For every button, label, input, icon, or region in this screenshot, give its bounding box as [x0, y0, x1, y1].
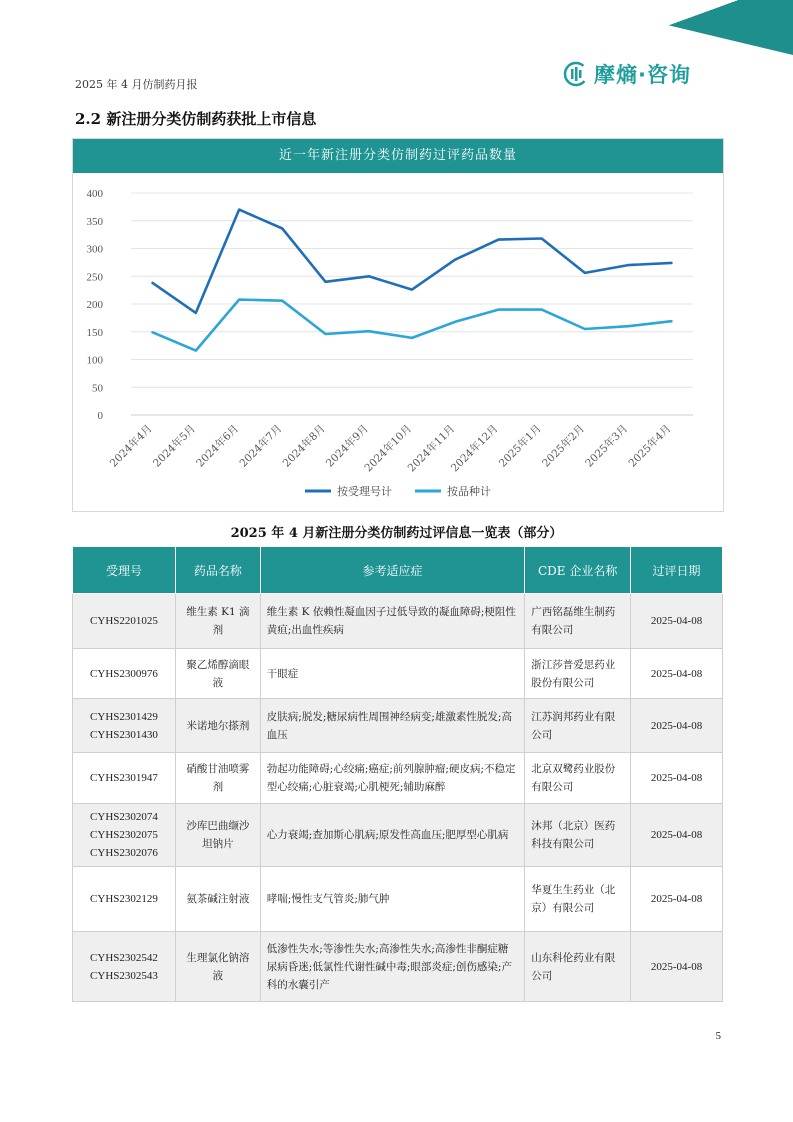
company-cell: 沐邦（北京）医药科技有限公司	[525, 804, 631, 867]
drug-name-cell: 生理氯化钠溶液	[175, 932, 260, 1002]
drug-name-cell: 米诺地尔搽剂	[175, 699, 260, 753]
x-tick-label: 2025年3月	[583, 422, 631, 470]
header-company: CDE 企业名称	[525, 547, 631, 594]
chart-plot	[73, 173, 723, 511]
x-tick-label: 2024年7月	[237, 422, 285, 470]
indication-cell: 干眼症	[260, 649, 524, 699]
table-row	[73, 753, 723, 804]
date-cell: 2025-04-08	[631, 649, 723, 699]
table-title: 2025 年 4 月新注册分类仿制药过评信息一览表（部分）	[230, 526, 563, 541]
indication-cell: 维生素 K 依赖性凝血因子过低导致的凝血障碍;梗阻性黄疸;出血性疾病	[260, 594, 524, 649]
company-cell: 江苏润邦药业有限公司	[525, 699, 631, 753]
y-tick-label: 0	[97, 410, 103, 422]
acceptance-no-cell: CYHS2301947	[73, 753, 176, 804]
table-row	[73, 594, 723, 649]
legend-label: 按品种计	[447, 485, 491, 498]
table-row	[73, 649, 723, 699]
page-number: 5	[715, 1030, 721, 1042]
chart-title: 近一年新注册分类仿制药过评药品数量	[73, 139, 723, 173]
x-tick-label: 2024年10月	[362, 422, 415, 475]
drug-name-cell: 硝酸甘油喷雾剂	[175, 753, 260, 804]
header-indication: 参考适应症	[260, 547, 524, 594]
x-tick-label: 2024年9月	[323, 422, 371, 470]
y-tick-label: 200	[86, 299, 103, 311]
section-title: 2.2 新注册分类仿制药获批上市信息	[75, 110, 317, 128]
company-cell: 山东科伦药业有限公司	[525, 932, 631, 1002]
drug-name-cell: 沙库巴曲缬沙坦钠片	[175, 804, 260, 867]
date-cell: 2025-04-08	[631, 867, 723, 932]
report-title: 2025 年 4 月仿制药月报	[75, 78, 198, 91]
table-header-row	[73, 547, 723, 594]
company-cell: 华夏生生药业（北京）有限公司	[525, 867, 631, 932]
acceptance-no-cell: CYHS2201025	[73, 594, 176, 649]
acceptance-no-cell: CYHS2301429 CYHS2301430	[73, 699, 176, 753]
company-cell: 北京双鹭药业股份有限公司	[525, 753, 631, 804]
indication-cell: 哮喘;慢性支气管炎;肺气肿	[260, 867, 524, 932]
drug-name-cell: 维生素 K1 滴剂	[175, 594, 260, 649]
y-tick-label: 250	[86, 271, 103, 284]
date-cell: 2025-04-08	[631, 932, 723, 1002]
x-tick-label: 2025年4月	[626, 422, 674, 470]
x-tick-label: 2024年11月	[405, 422, 458, 475]
table-row	[73, 867, 723, 932]
drug-table	[72, 546, 723, 1002]
acceptance-no-cell: CYHS2300976	[73, 649, 176, 699]
corner-decoration	[563, 0, 793, 55]
date-cell: 2025-04-08	[631, 804, 723, 867]
table-row	[73, 699, 723, 753]
date-cell: 2025-04-08	[631, 699, 723, 753]
header-acceptance-no: 受理号	[73, 547, 176, 594]
indication-cell: 心力衰竭;查加斯心肌病;原发性高血压;肥厚型心肌病	[260, 804, 524, 867]
x-tick-label: 2025年1月	[496, 422, 544, 470]
header-approval-date: 过评日期	[631, 547, 723, 594]
date-cell: 2025-04-08	[631, 753, 723, 804]
indication-cell: 勃起功能障碍;心绞痛;癌症;前列腺肿瘤;硬皮病;不稳定型心绞痛;心脏衰竭;心肌梗死;辅助麻醉	[260, 753, 524, 804]
y-tick-label: 100	[86, 354, 103, 367]
x-tick-label: 2024年5月	[151, 422, 198, 470]
y-tick-label: 350	[86, 215, 103, 228]
brand-logo	[562, 58, 691, 90]
drug-name-cell: 聚乙烯醇滴眼液	[175, 649, 260, 699]
pharma-logo-icon	[562, 60, 590, 88]
series-line-by-acceptance-no	[153, 210, 672, 313]
date-cell: 2025-04-08	[631, 594, 723, 649]
x-tick-label: 2024年12月	[448, 422, 501, 475]
header-drug-name: 药品名称	[175, 547, 260, 594]
table-row	[73, 932, 723, 1002]
x-tick-label: 2024年8月	[280, 422, 328, 470]
legend-label: 按受理号计	[337, 485, 392, 498]
y-tick-label: 150	[86, 326, 103, 339]
logo-text: 摩熵·咨询	[594, 63, 691, 87]
company-cell: 浙江莎普爱思药业股份有限公司	[525, 649, 631, 699]
acceptance-no-cell: CYHS2302129	[73, 867, 176, 932]
company-cell: 广西铭磊维生制药有限公司	[525, 594, 631, 649]
y-tick-label: 50	[92, 382, 103, 395]
y-tick-label: 400	[86, 188, 103, 200]
indication-cell: 低渗性失水;等渗性失水;高渗性失水;高渗性非酮症糖尿病昏迷;低氯性代谢性碱中毒;眼部炎症;创伤感染;产科的水囊引产	[260, 932, 524, 1002]
drug-name-cell: 氨茶碱注射液	[175, 867, 260, 932]
x-tick-label: 2024年6月	[194, 422, 242, 470]
x-tick-label: 2024年4月	[107, 422, 155, 470]
line-chart	[72, 138, 724, 512]
acceptance-no-cell: CYHS2302542 CYHS2302543	[73, 932, 176, 1002]
table-row	[73, 804, 723, 867]
acceptance-no-cell: CYHS2302074 CYHS2302075 CYHS2302076	[73, 804, 176, 867]
series-line-by-variety	[153, 300, 672, 351]
x-tick-label: 2025年2月	[540, 422, 588, 470]
y-tick-label: 300	[86, 243, 103, 256]
indication-cell: 皮肤病;脱发;糖尿病性周围神经病变;雄激素性脱发;高血压	[260, 699, 524, 753]
